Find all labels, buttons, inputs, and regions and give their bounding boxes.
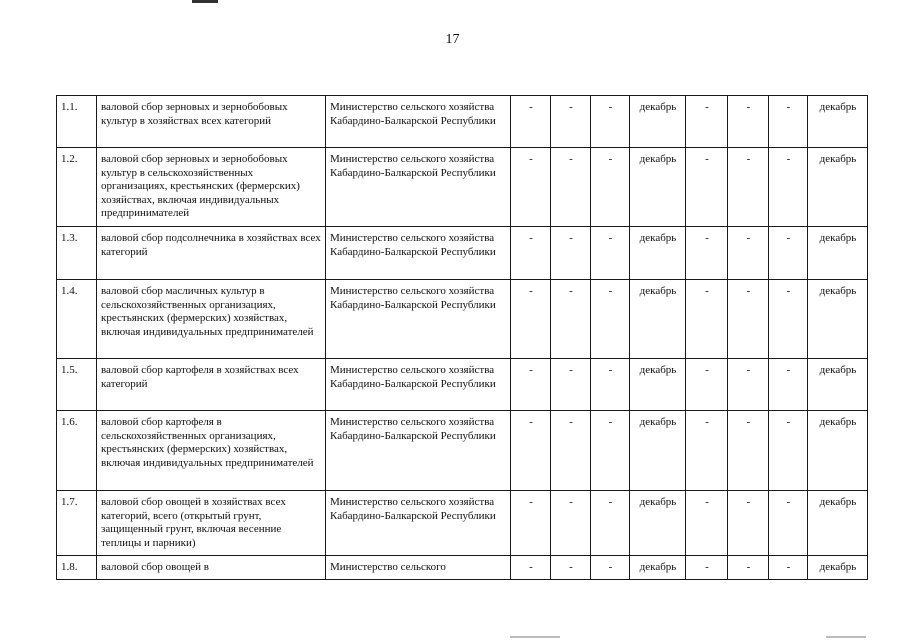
period-month: декабрь <box>808 148 868 227</box>
period-cell: - <box>686 280 728 359</box>
responsible-agency: Министерство сельского хозяйства Кабардино-Балкарской Республики <box>326 411 511 491</box>
period-cell: - <box>511 359 551 411</box>
indicator-name: валовой сбор овощей в <box>97 556 326 580</box>
responsible-agency: Министерство сельского <box>326 556 511 580</box>
period-cell: - <box>686 411 728 491</box>
period-cell: - <box>591 280 630 359</box>
period-cell: - <box>511 411 551 491</box>
responsible-agency: Министерство сельского хозяйства Кабардино-Балкарской Республики <box>326 96 511 148</box>
period-cell: - <box>511 556 551 580</box>
scan-artifact <box>826 636 866 638</box>
page-number: 17 <box>445 32 460 47</box>
period-cell: - <box>591 227 630 280</box>
row-number: 1.5. <box>57 359 97 411</box>
responsible-agency: Министерство сельского хозяйства Кабардино-Балкарской Республики <box>326 280 511 359</box>
table-row <box>57 148 868 227</box>
period-month: декабрь <box>630 359 686 411</box>
period-cell: - <box>728 491 769 556</box>
period-month: декабрь <box>630 411 686 491</box>
period-cell: - <box>551 96 591 148</box>
period-cell: - <box>769 556 808 580</box>
period-cell: - <box>728 411 769 491</box>
period-cell: - <box>686 96 728 148</box>
period-month: декабрь <box>808 491 868 556</box>
period-cell: - <box>686 359 728 411</box>
period-month: декабрь <box>808 227 868 280</box>
period-cell: - <box>511 227 551 280</box>
responsible-agency: Министерство сельского хозяйства Кабардино-Балкарской Республики <box>326 148 511 227</box>
period-cell: - <box>769 280 808 359</box>
period-cell: - <box>728 96 769 148</box>
table-row <box>57 556 868 580</box>
period-cell: - <box>686 556 728 580</box>
period-cell: - <box>551 148 591 227</box>
period-cell: - <box>769 96 808 148</box>
period-cell: - <box>591 556 630 580</box>
responsible-agency: Министерство сельского хозяйства Кабардино-Балкарской Республики <box>326 491 511 556</box>
table-row <box>57 359 868 411</box>
period-month: декабрь <box>630 556 686 580</box>
indicator-name: валовой сбор масличных культур в сельскохозяйственных организациях, крестьянских (фермерских) хозяйствах, включая индивидуальных предпринимателей <box>97 280 326 359</box>
row-number: 1.2. <box>57 148 97 227</box>
row-number: 1.8. <box>57 556 97 580</box>
scan-mark <box>192 0 218 3</box>
period-cell: - <box>728 359 769 411</box>
period-cell: - <box>769 227 808 280</box>
period-month: декабрь <box>808 359 868 411</box>
period-month: декабрь <box>808 280 868 359</box>
period-cell: - <box>511 96 551 148</box>
table-row <box>57 491 868 556</box>
row-number: 1.7. <box>57 491 97 556</box>
period-cell: - <box>551 359 591 411</box>
period-cell: - <box>728 556 769 580</box>
period-cell: - <box>728 148 769 227</box>
indicator-name: валовой сбор зерновых и зернобобовых культур в сельскохозяйственных организациях, крестьянских (фермерских) хозяйствах, включая индивидуальных предпринимателей <box>97 148 326 227</box>
table-row <box>57 227 868 280</box>
indicator-name: валовой сбор картофеля в сельскохозяйственных организациях, крестьянских (фермерских) хозяйствах, включая индивидуальных предпринимателей <box>97 411 326 491</box>
period-cell: - <box>728 227 769 280</box>
period-cell: - <box>728 280 769 359</box>
period-cell: - <box>686 227 728 280</box>
indicator-name: валовой сбор подсолнечника в хозяйствах всех категорий <box>97 227 326 280</box>
period-month: декабрь <box>630 280 686 359</box>
period-month: декабрь <box>630 491 686 556</box>
period-cell: - <box>551 280 591 359</box>
period-cell: - <box>591 411 630 491</box>
period-cell: - <box>591 96 630 148</box>
period-cell: - <box>551 556 591 580</box>
period-month: декабрь <box>808 556 868 580</box>
period-cell: - <box>511 148 551 227</box>
period-cell: - <box>686 491 728 556</box>
table-row <box>57 280 868 359</box>
responsible-agency: Министерство сельского хозяйства Кабардино-Балкарской Республики <box>326 359 511 411</box>
indicator-name: валовой сбор зерновых и зернобобовых культур в хозяйствах всех категорий <box>97 96 326 148</box>
table-row <box>57 411 868 491</box>
period-month: декабрь <box>808 96 868 148</box>
period-cell: - <box>591 148 630 227</box>
period-month: декабрь <box>630 227 686 280</box>
scan-artifact <box>510 636 560 638</box>
period-cell: - <box>511 280 551 359</box>
period-cell: - <box>769 359 808 411</box>
indicator-name: валовой сбор картофеля в хозяйствах всех категорий <box>97 359 326 411</box>
period-month: декабрь <box>630 96 686 148</box>
period-month: декабрь <box>630 148 686 227</box>
period-cell: - <box>551 491 591 556</box>
period-cell: - <box>591 491 630 556</box>
period-cell: - <box>511 491 551 556</box>
row-number: 1.1. <box>57 96 97 148</box>
table-body <box>57 96 868 580</box>
period-cell: - <box>769 491 808 556</box>
period-cell: - <box>551 227 591 280</box>
row-number: 1.4. <box>57 280 97 359</box>
period-cell: - <box>769 411 808 491</box>
responsible-agency: Министерство сельского хозяйства Кабардино-Балкарской Республики <box>326 227 511 280</box>
statistics-plan-table <box>56 95 868 580</box>
row-number: 1.6. <box>57 411 97 491</box>
row-number: 1.3. <box>57 227 97 280</box>
period-month: декабрь <box>808 411 868 491</box>
period-cell: - <box>769 148 808 227</box>
period-cell: - <box>591 359 630 411</box>
period-cell: - <box>686 148 728 227</box>
period-cell: - <box>551 411 591 491</box>
table-row <box>57 96 868 148</box>
indicator-name: валовой сбор овощей в хозяйствах всех категорий, всего (открытый грунт, защищенный грунт, включая весенние теплицы и парники) <box>97 491 326 556</box>
